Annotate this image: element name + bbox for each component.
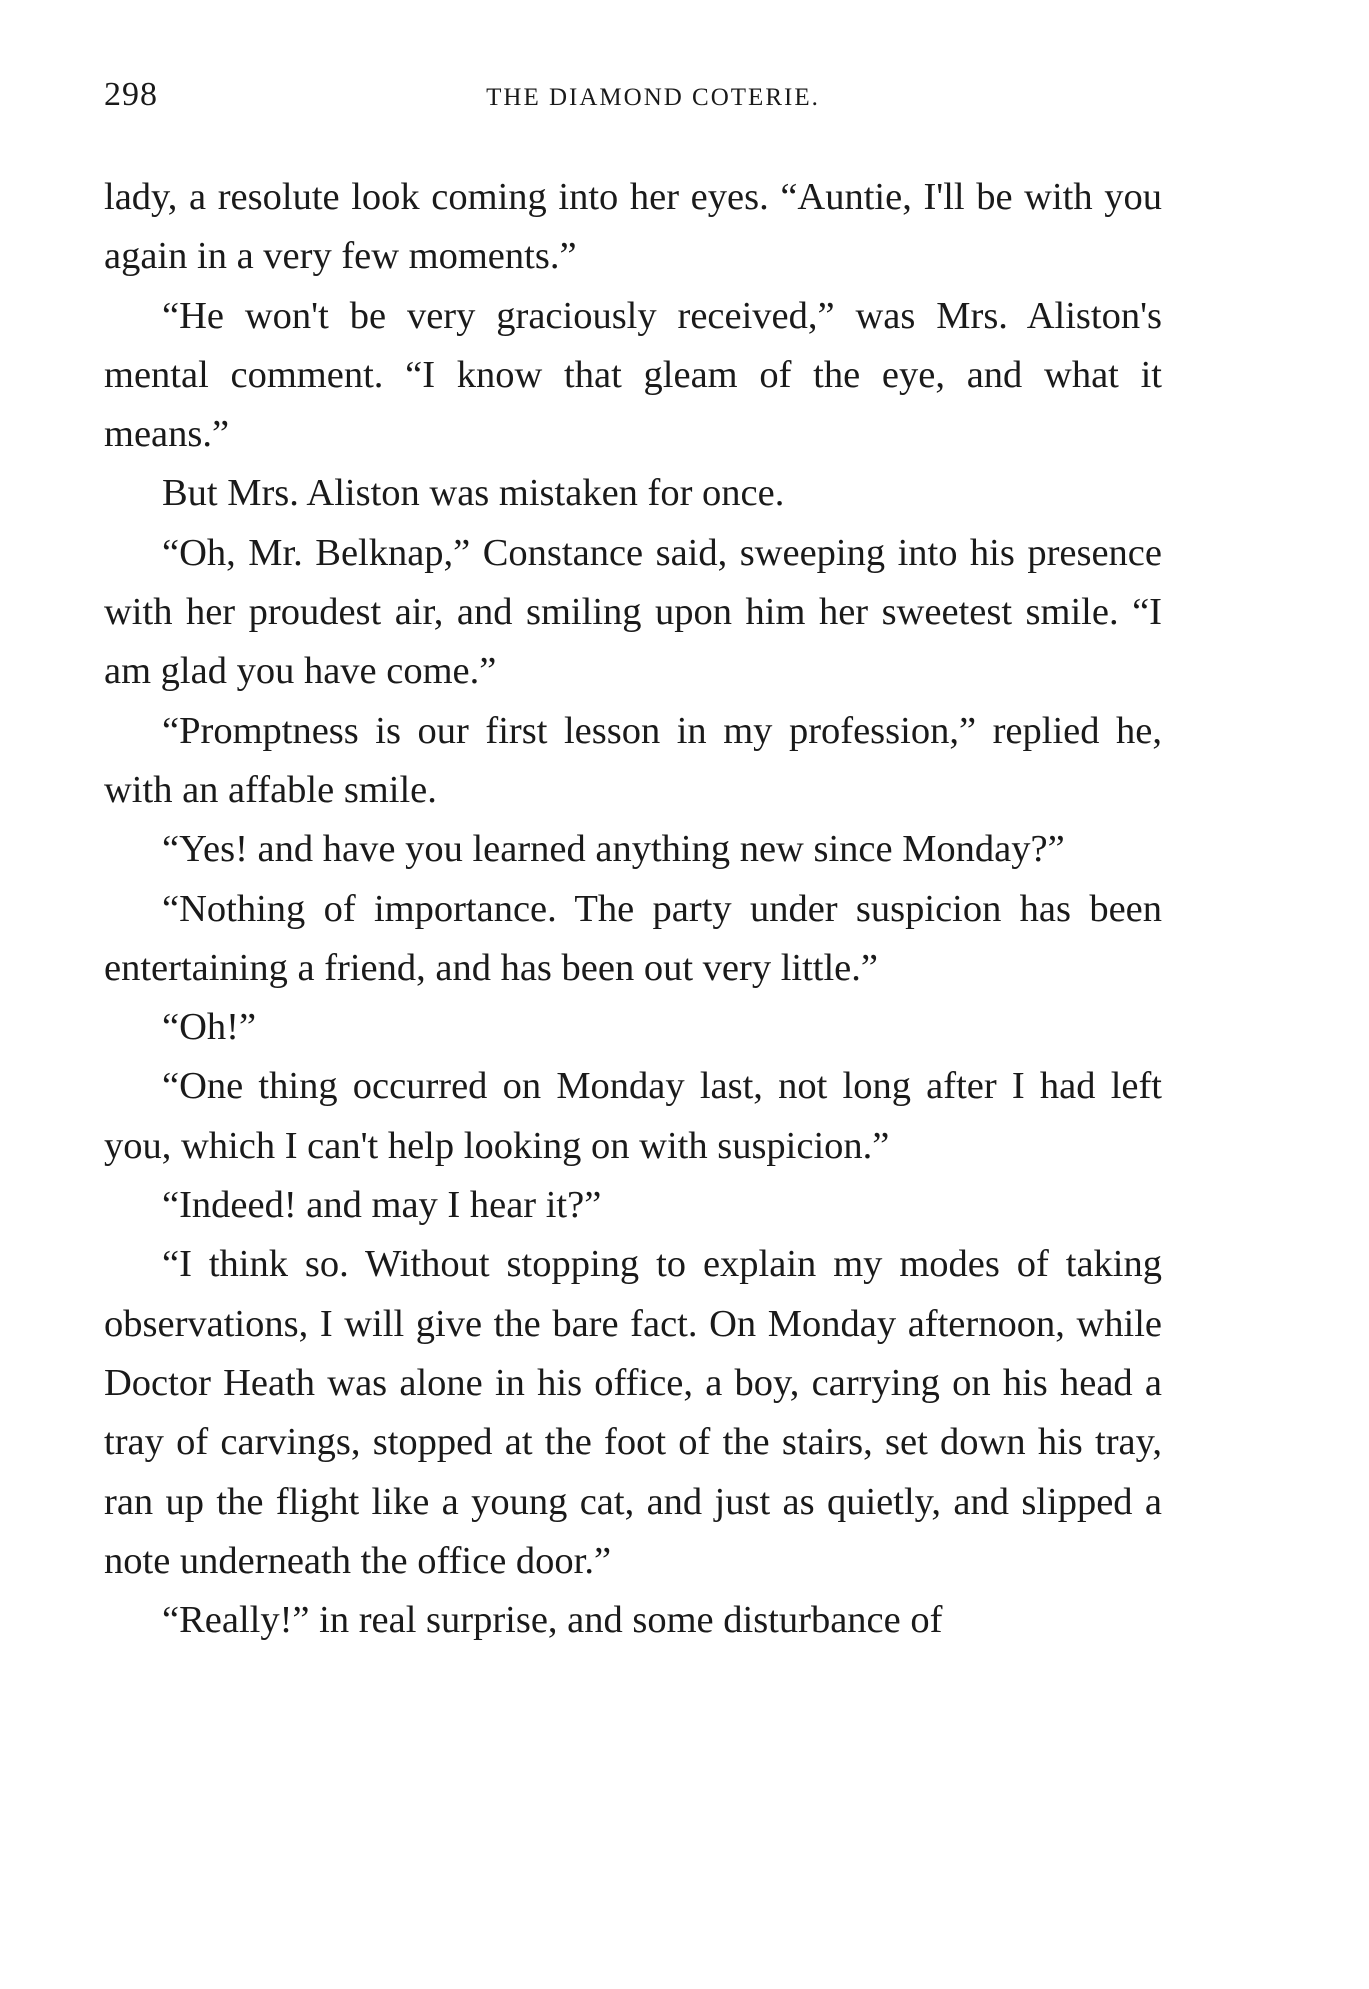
paragraph: “I think so. Without stopping to explain my modes of taking observations, I will give the bare fact. On Monday afternoon, while Doctor Heath was alone in his office, a boy, carrying on his head a tray of carvings, stopped at the foot of the stairs, set down his tray, ran up the flight like a young cat, and just as quietly, and slipped a note underneath the office door.” [104,1243,1162,1582]
body-text [104,168,1162,1650]
book-page [104,70,1162,1642]
paragraph: “Yes! and have you learned anything new since Monday?” [162,828,1065,871]
paragraph: “Oh!” [162,1006,257,1049]
page-header [104,70,1162,130]
paragraph: “Indeed! and may I hear it?” [162,1184,602,1227]
paragraph: “One thing occurred on Monday last, not long after I had left you, which I can't help looking on with suspicion.” [104,1065,1162,1167]
paragraph: “He won't be very graciously received,” was Mrs. Aliston's mental comment. “I know that gleam of the eye, and what it means.” [104,294,1162,456]
paragraph: “Oh, Mr. Belknap,” Constance said, sweeping into his presence with her proudest air, and smiling upon him her sweetest smile. “I am glad you have come.” [104,531,1162,693]
paragraph: But Mrs. Aliston was mistaken for once. [162,472,785,515]
running-title: THE DIAMOND COTERIE. [486,84,820,111]
paragraph: lady, a resolute look coming into her eyes. “Auntie, I'll be with you again in a very few moments.” [104,176,1162,278]
page-number: 298 [104,76,158,113]
paragraph: “Nothing of importance. The party under suspicion has been entertaining a friend, and has been out very little.” [104,887,1162,989]
paragraph: “Really!” in real surprise, and some disturbance of [162,1599,943,1642]
paragraph: “Promptness is our first lesson in my profession,” replied he, with an affable smile. [104,709,1162,811]
